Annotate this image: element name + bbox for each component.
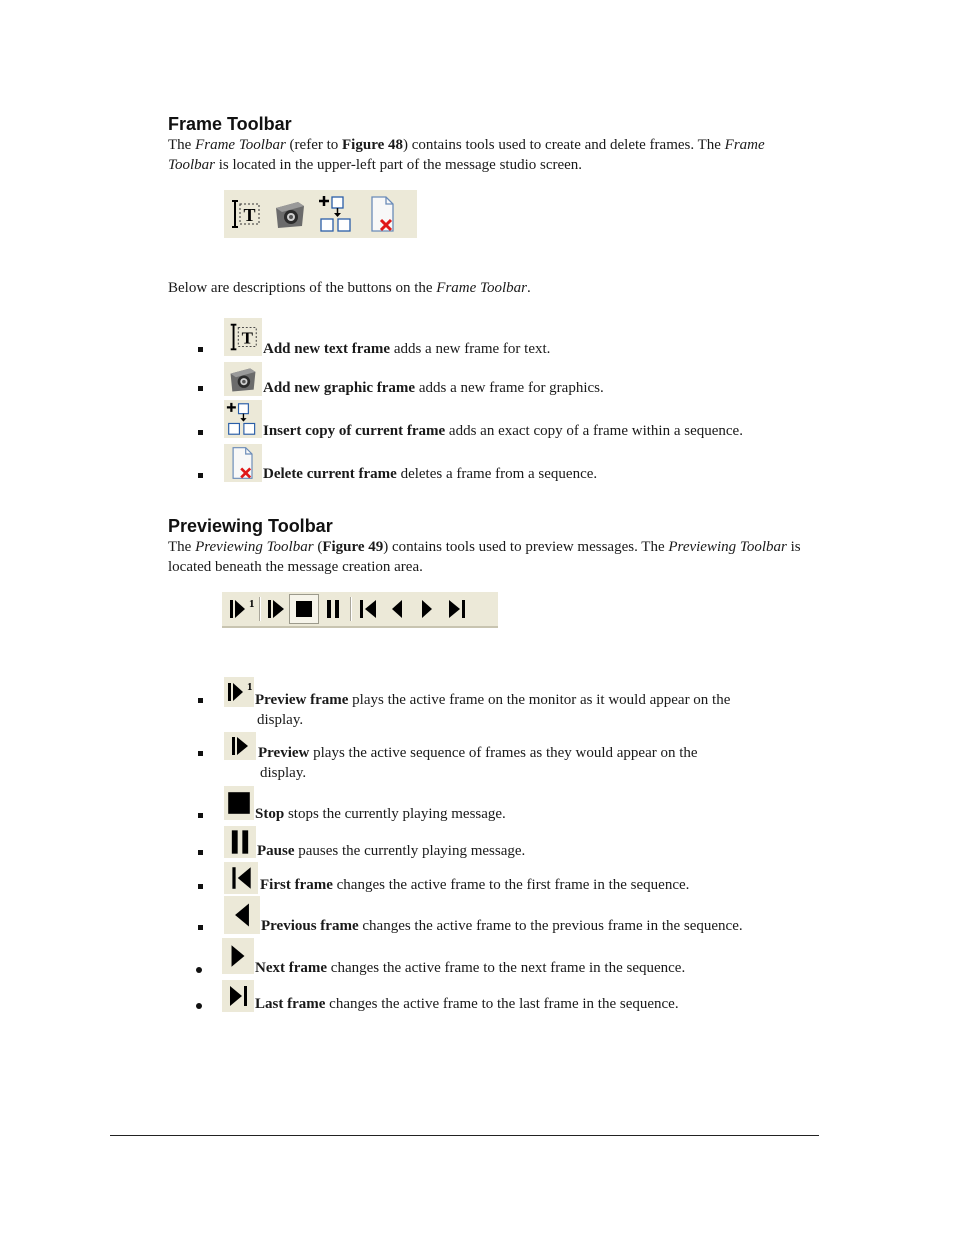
list-bullet <box>198 698 203 703</box>
item-description: changes the active frame to the last frame in the sequence. <box>325 996 679 1012</box>
item-description: adds an exact copy of a frame within a sequence. <box>445 423 743 439</box>
list-item <box>263 423 743 440</box>
list-item <box>263 341 550 358</box>
item-description: stops the currently playing message. <box>284 806 506 822</box>
list-bullet <box>196 1003 202 1009</box>
svg-text:T: T <box>241 328 253 348</box>
list-item <box>263 466 597 483</box>
pause-icon <box>323 597 343 621</box>
insert-copy-icon <box>318 194 356 234</box>
previewing-toolbar-heading: Previewing Toolbar <box>168 516 333 536</box>
frame-toolbar-below: Below are descriptions of the buttons on the Frame Toolbar. <box>168 280 531 296</box>
list-item <box>260 877 689 894</box>
item-description: adds a new frame for graphics. <box>415 380 604 396</box>
item-name: Next frame <box>255 960 328 976</box>
previewing-toolbar-figure <box>222 592 498 628</box>
preview-button[interactable] <box>263 596 289 622</box>
next-frame-button[interactable] <box>412 596 442 622</box>
list-item <box>255 806 506 823</box>
list-item <box>257 843 525 860</box>
list-item-continued: display. <box>257 712 304 728</box>
stop-icon <box>294 599 314 619</box>
previous-frame-icon <box>388 596 406 622</box>
frame-toolbar-heading: Frame Toolbar <box>168 114 292 134</box>
preview-frame-button[interactable] <box>226 596 256 622</box>
preview-icon <box>224 732 256 760</box>
list-bullet <box>196 967 202 973</box>
last-frame-icon <box>446 596 468 622</box>
list-bullet <box>198 925 203 930</box>
preview-frame-icon <box>224 677 254 707</box>
item-name: Delete current frame <box>263 466 397 482</box>
svg-text:1: 1 <box>247 681 253 693</box>
item-description: changes the active frame to the previous frame in the sequence. <box>358 918 743 934</box>
list-bullet <box>198 751 203 756</box>
item-name: Stop <box>255 806 285 822</box>
first-frame-button[interactable] <box>354 596 382 622</box>
delete-frame-button[interactable] <box>366 194 400 234</box>
list-bullet <box>198 884 203 889</box>
item-name: Last frame <box>255 996 326 1012</box>
insert-copy-frame-button[interactable] <box>318 194 356 234</box>
item-name: First frame <box>260 877 333 893</box>
item-name: Add new graphic frame <box>263 380 416 396</box>
camera-icon <box>272 196 308 232</box>
item-description: plays the active sequence of frames as they would appear on the <box>309 745 698 761</box>
add-graphic-frame-button[interactable] <box>272 196 308 232</box>
delete-frame-icon <box>366 194 400 234</box>
frame-toolbar-intro: The Frame Toolbar (refer to Figure 48) contains tools used to create and delete frames. The Frame Toolbar is located in the upper-left part of the message studio screen. <box>168 137 765 173</box>
last-frame-icon <box>222 980 254 1012</box>
item-description: changes the active frame to the first frame in the sequence. <box>332 877 690 893</box>
list-bullet <box>198 430 203 435</box>
item-description: changes the active frame to the next frame in the sequence. <box>327 960 686 976</box>
previewing-toolbar-intro: The Previewing Toolbar (Figure 49) contains tools used to preview messages. The Previewing Toolbar is located beneath the message creation area. <box>168 539 801 575</box>
stop-icon <box>224 786 254 820</box>
pause-icon <box>224 826 256 858</box>
item-description: plays the active frame on the monitor as it would appear on the <box>348 692 731 708</box>
add-text-frame-button[interactable] <box>228 196 262 232</box>
list-bullet <box>198 850 203 855</box>
delete-frame-icon <box>224 444 262 482</box>
previous-frame-button[interactable] <box>382 596 412 622</box>
list-item <box>261 918 743 935</box>
last-frame-button[interactable] <box>442 596 472 622</box>
item-name: Previous frame <box>261 918 359 934</box>
svg-text:T: T <box>243 205 256 225</box>
item-name: Add new text frame <box>263 341 391 357</box>
svg-text:1: 1 <box>249 598 255 610</box>
item-name: Preview frame <box>255 692 349 708</box>
footer-rule <box>110 1135 819 1136</box>
stop-button[interactable] <box>289 594 319 624</box>
item-name: Insert copy of current frame <box>263 423 446 439</box>
list-bullet <box>198 386 203 391</box>
toolbar-separator <box>259 597 260 621</box>
list-bullet <box>198 813 203 818</box>
camera-icon <box>224 362 262 396</box>
insert-copy-icon <box>224 400 262 438</box>
pause-button[interactable] <box>319 597 347 621</box>
preview-frame-icon <box>227 596 255 622</box>
next-frame-icon <box>222 938 254 974</box>
previous-frame-icon <box>224 896 260 934</box>
list-item <box>255 996 679 1013</box>
item-name: Pause <box>257 843 295 859</box>
first-frame-icon <box>357 596 379 622</box>
preview-icon <box>265 596 287 622</box>
item-name: Preview <box>258 745 310 761</box>
first-frame-icon <box>224 862 258 894</box>
list-bullet <box>198 473 203 478</box>
next-frame-icon <box>418 596 436 622</box>
list-item <box>255 692 730 709</box>
list-item <box>255 960 685 977</box>
frame-toolbar-figure <box>224 190 417 238</box>
text-frame-icon <box>224 318 262 356</box>
item-description: adds a new frame for text. <box>390 341 551 357</box>
item-description: deletes a frame from a sequence. <box>396 466 598 482</box>
list-item-continued: display. <box>260 765 307 781</box>
list-item <box>258 745 698 762</box>
text-frame-icon <box>228 196 262 232</box>
list-item <box>263 380 604 397</box>
toolbar-separator <box>350 597 351 621</box>
item-description: pauses the currently playing message. <box>294 843 526 859</box>
list-bullet <box>198 347 203 352</box>
